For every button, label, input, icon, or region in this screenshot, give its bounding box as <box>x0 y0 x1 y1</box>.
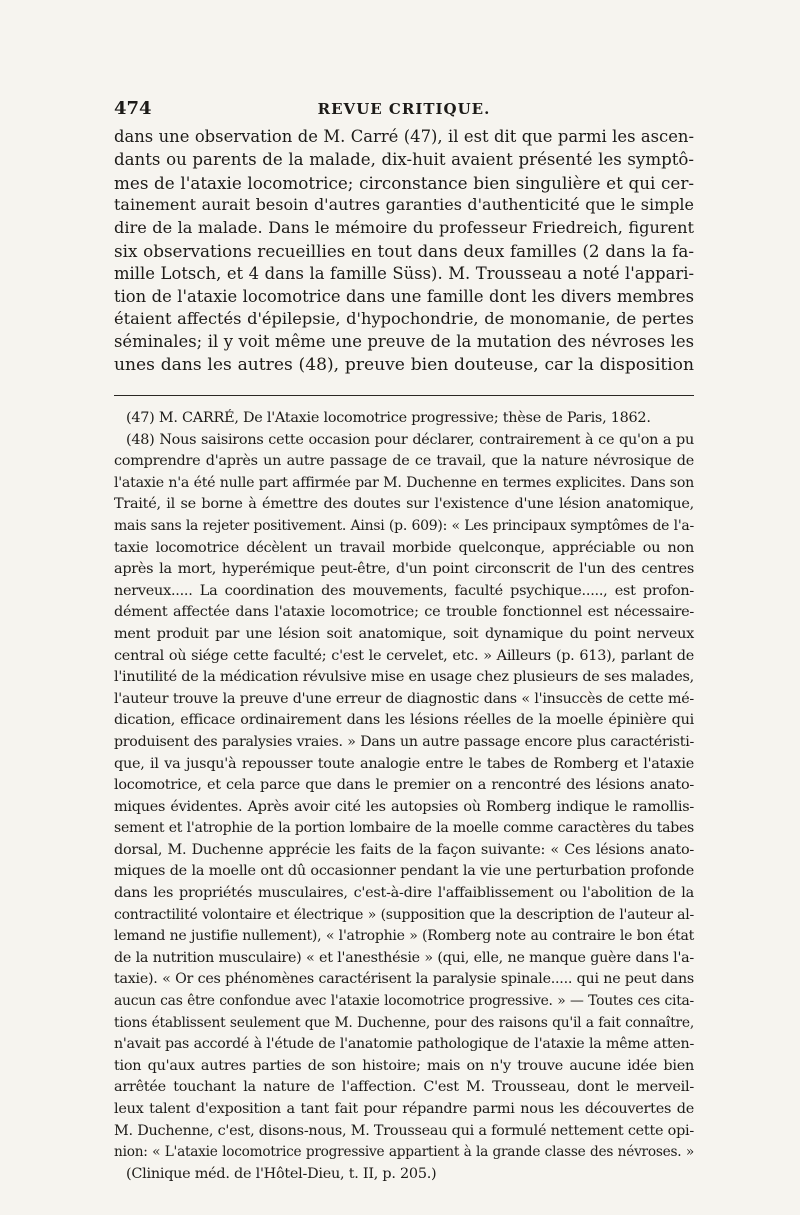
footnote-47: (47) M. CARRÉ, De l'Ataxie locomotrice progressive; thèse de Paris, 1862. <box>126 410 651 426</box>
footnote-48-line: ment produit par une lésion soit anatomique, soit dynamique du point nerveux <box>114 625 694 642</box>
footnote-48-line: central où siége cette faculté; c'est le cervelet, etc. » Ailleurs (p. 613), parlant de <box>114 647 694 664</box>
footnote-48-line: comprendre d'après un autre passage de ce travail, que la nature névrosique de <box>114 453 694 470</box>
footnote-48-line: dans les propriétés musculaires, c'est-à-dire l'affaiblissement ou l'abolition de la <box>114 885 694 902</box>
footnote-48-line: taxie). « Or ces phénomènes caractérisent la paralysie spinale..... qui ne peut dans <box>114 971 694 988</box>
footnote-48-line: dément affectée dans l'ataxie locomotrice; ce trouble fonctionnel est nécessaire- <box>114 604 694 621</box>
footnote-48-line: miques évidentes. Après avoir cité les autopsies où Romberg indique le ramollis- <box>114 798 694 815</box>
footnote-48-line: l'inutilité de la médication révulsive mise en usage chez plusieurs de ses malades, <box>114 669 694 686</box>
footnote-48-line: (48) Nous saisirons cette occasion pour déclarer, contrairement à ce qu'on a pu <box>126 431 694 448</box>
footnote-48-line: n'avait pas accordé à l'étude de l'anatomie pathologique de l'ataxie la même atten- <box>114 1036 694 1053</box>
footnote-48-line: nion: « L'ataxie locomotrice progressive appartient à la grande classe des névroses. » <box>114 1144 694 1161</box>
footnote-48-line: arrêtée touchant la nature de l'affection. C'est M. Trousseau, dont le merveil- <box>114 1079 694 1096</box>
footnote-48-line: aucun cas être confondue avec l'ataxie locomotrice progressive. » — Toutes ces cita- <box>114 993 694 1010</box>
main-text-line: mes de l'ataxie locomotrice; circonstance bien singulière et qui cer- <box>114 172 694 193</box>
page-number: 474 <box>114 98 152 119</box>
footnote-48-line: dication, efficace ordinairement dans les lésions réelles de la moelle épinière qui <box>114 712 694 729</box>
footnote-48-line: l'ataxie n'a été nulle part affirmée par M. Duchenne en termes explicites. Dans son <box>114 474 694 491</box>
main-text-line: dans une observation de M. Carré (47), il est dit que parmi les ascen- <box>114 127 694 146</box>
main-text-line: dants ou parents de la malade, dix-huit avaient présenté les symptô- <box>114 149 694 169</box>
footnote-48-line: l'auteur trouve la preuve d'une erreur de diagnostic dans « l'insuccès de cette mé- <box>114 690 694 707</box>
main-text-line: tion de l'ataxie locomotrice dans une famille dont les divers membres <box>114 286 694 306</box>
footnote-48-line: lemand ne justifie nullement), « l'atrophie » (Romberg note au contraire le bon état <box>114 928 694 945</box>
footnote-48-line: Traité, il se borne à émettre des doutes sur l'existence d'une lésion anatomique, <box>114 496 694 513</box>
main-text-line: six observations recueillies en tout dans deux familles (2 dans la fa- <box>114 240 694 261</box>
footnote-48-line: mais sans la rejeter positivement. Ainsi (p. 609): « Les principaux symptômes de l'a- <box>114 517 694 534</box>
footnote-48-line: que, il va jusqu'à repousser toute analogie entre le tabes de Romberg et l'ataxie <box>114 755 694 772</box>
main-text-line: mille Lotsch, et 4 dans la famille Süss). M. Trousseau a noté l'appari- <box>114 263 694 283</box>
footnote-48-line: après la mort, hyperémique peut-être, d'un point circonscrit de l'un des centres <box>114 561 694 578</box>
footnotes-block <box>114 408 694 1185</box>
footnote-48-line: contractilité volontaire et électrique » (supposition que la description de l'auteur al- <box>114 906 694 923</box>
page-header <box>114 98 694 124</box>
footnote-48-line: taxie locomotrice décèlent un travail morbide quelconque, appréciable ou non <box>114 539 694 556</box>
footnote-48-line: de la nutrition musculaire) « et l'anesthésie » (qui, elle, ne manque guère dans l'a- <box>114 949 694 966</box>
footnote-separator-rule <box>114 395 694 396</box>
main-text-line: dire de la malade. Dans le mémoire du professeur Friedreich, figurent <box>114 218 694 238</box>
footnote-48-line: miques de la moelle ont dû occasionner pendant la vie une perturbation profonde <box>114 863 694 880</box>
footnote-48-line: tions établissent seulement que M. Duchenne, pour des raisons qu'il a fait connaître, <box>114 1014 694 1031</box>
footnote-48-line: M. Duchenne, c'est, disons-nous, M. Trousseau qui a formulé nettement cette opi- <box>114 1122 694 1139</box>
main-text-block <box>114 126 694 377</box>
main-text-line: séminales; il y voit même une preuve de la mutation des névroses les <box>114 332 694 352</box>
footnote-48-line: nerveux..... La coordination des mouvements, faculté psychique....., est profon- <box>114 582 694 599</box>
footnote-48-citation: (Clinique méd. de l'Hôtel-Dieu, t. II, p. 205.) <box>126 1165 437 1182</box>
footnote-48-line: sement et l'atrophie de la portion lombaire de la moelle comme caractères du tabes <box>114 820 694 837</box>
running-head: REVUE CRITIQUE. <box>317 100 491 118</box>
footnote-48-line: locomotrice, et cela parce que dans le premier on a rencontré des lésions anato- <box>114 777 694 794</box>
footnote-48-line: dorsal, M. Duchenne apprécie les faits de la façon suivante: « Ces lésions anato- <box>114 841 694 858</box>
main-text-line: unes dans les autres (48), preuve bien douteuse, car la disposition <box>114 354 694 375</box>
main-text-line: tainement aurait besoin d'autres garanties d'authenticité que le simple <box>114 195 694 215</box>
footnote-48-line: tion qu'aux autres parties de son histoire; mais on n'y trouve aucune idée bien <box>114 1057 694 1074</box>
footnote-48-line: produisent des paralysies vraies. » Dans un autre passage encore plus caractéristi- <box>114 733 694 750</box>
main-text-line: étaient affectés d'épilepsie, d'hypochondrie, de monomanie, de pertes <box>114 309 694 329</box>
footnote-48-line: leux talent d'exposition a tant fait pour répandre parmi nous les découvertes de <box>114 1101 694 1117</box>
